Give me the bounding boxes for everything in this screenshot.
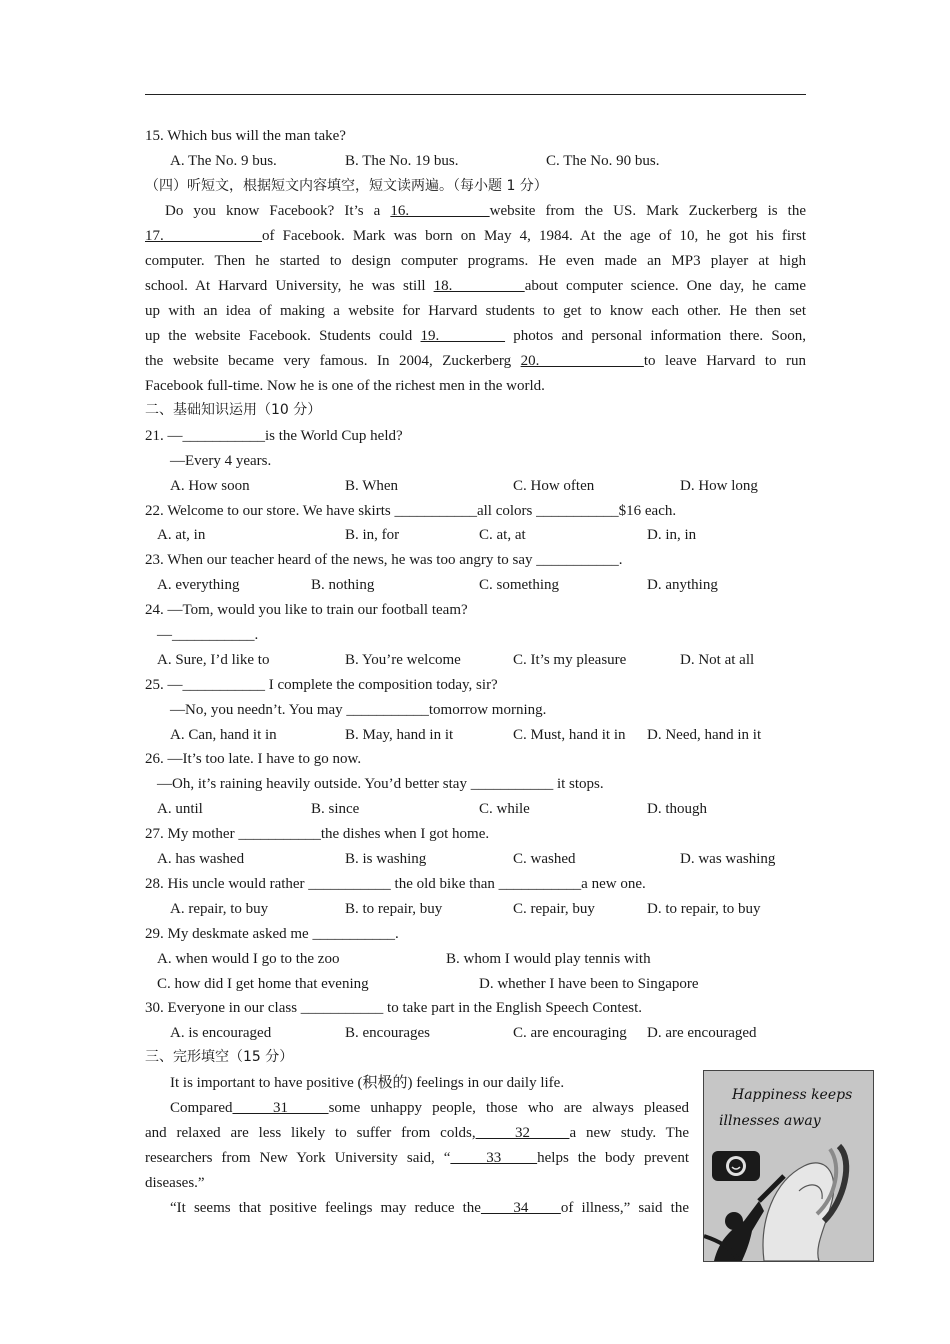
- q25-option-b: B. May, hand in it: [345, 727, 454, 743]
- blank-33: 33: [450, 1150, 538, 1166]
- passage1-line: the website became very famous. In 2004, Zuckerberg 20. to leave Harvard to run: [145, 353, 807, 369]
- q23-option-a: A. everything: [157, 577, 240, 593]
- blank-18: 18.: [433, 278, 525, 294]
- blank-16: 16.: [390, 203, 490, 219]
- q26-option-c: C. while: [479, 801, 530, 817]
- q28-stem: 28. His uncle would rather ___________ the old bike than ___________a new one.: [145, 876, 646, 892]
- q21-option-a: A. How soon: [170, 478, 250, 494]
- passage2-line: diseases.”: [145, 1175, 205, 1191]
- q24-option-c: C. It’s my pleasure: [513, 652, 627, 668]
- q24-option-d: D. Not at all: [680, 652, 755, 668]
- figure-caption-line1: Happiness keeps: [732, 1087, 853, 1103]
- q30-option-d: D. are encouraged: [647, 1025, 757, 1041]
- q27-option-a: A. has washed: [157, 851, 245, 867]
- q29-stem: 29. My deskmate asked me ___________.: [145, 926, 399, 942]
- q30-option-c: C. are encouraging: [513, 1025, 627, 1041]
- q22-option-b: B. in, for: [345, 527, 400, 543]
- section3-title: 三、完形填空（15 分）: [145, 1049, 294, 1065]
- passage1-line: up the website Facebook. Students could 19. photos and personal information there. Soon,: [145, 328, 806, 344]
- q23-option-c: C. something: [479, 577, 560, 593]
- q22-option-d: D. in, in: [647, 527, 697, 543]
- q26-option-d: D. though: [647, 801, 707, 817]
- q25-option-c: C. Must, hand it in: [513, 727, 626, 743]
- blank-20: 20.: [520, 353, 644, 369]
- q23-option-b: B. nothing: [311, 577, 375, 593]
- q26-reply: —Oh, it’s raining heavily outside. You’d better stay ___________ it stops.: [157, 776, 604, 792]
- q15-option-b: B. The No. 19 bus.: [345, 153, 459, 169]
- blank-34: 34: [480, 1200, 561, 1216]
- q25-option-a: A. Can, hand it in: [170, 727, 277, 743]
- passage2-line: and relaxed are less likely to suffer from colds, 32 a new study. The: [145, 1125, 690, 1141]
- q15-option-a: A. The No. 9 bus.: [170, 153, 277, 169]
- passage1-line: school. At Harvard University, he was still 18. about computer science. One day, he came: [145, 278, 806, 294]
- q28-option-d: D. to repair, to buy: [647, 901, 761, 917]
- blank-19: 19.: [420, 328, 506, 344]
- q27-option-d: D. was washing: [680, 851, 776, 867]
- passage2-line: Compared 31 some unhappy people, those who are always pleased: [170, 1100, 689, 1116]
- passage1-line: 17. of Facebook. Mark was born on May 4, 1984. At the age of 10, he got his first: [145, 228, 807, 244]
- q29-option-b: B. whom I would play tennis with: [446, 951, 651, 967]
- header-rule: [145, 94, 806, 95]
- q25-reply: —No, you needn’t. You may ___________tomorrow morning.: [170, 702, 547, 718]
- q21-option-b: B. When: [345, 478, 399, 494]
- q29-option-a: A. when would I go to the zoo: [157, 951, 340, 967]
- q22-option-c: C. at, at: [479, 527, 526, 543]
- q24-option-a: A. Sure, I’d like to: [157, 652, 270, 668]
- section2-title: 二、基础知识运用（10 分）: [145, 402, 322, 418]
- q28-option-a: A. repair, to buy: [170, 901, 269, 917]
- passage2-line: It is important to have positive (积极的) feelings in our daily life.: [170, 1075, 565, 1091]
- passage2-line: “It seems that positive feelings may reduce the 34 of illness,” said the: [170, 1200, 689, 1216]
- q15-option-c: C. The No. 90 bus.: [546, 153, 660, 169]
- q26-option-b: B. since: [311, 801, 360, 817]
- q27-option-b: B. is washing: [345, 851, 427, 867]
- q24-option-b: B. You’re welcome: [345, 652, 461, 668]
- blank-32: 32: [475, 1125, 570, 1141]
- figure-caption-line2: illnesses away: [719, 1113, 821, 1129]
- blank-17: 17.: [145, 228, 262, 244]
- q21-stem: 21. —___________is the World Cup held?: [145, 428, 403, 444]
- q25-option-d: D. Need, hand in it: [647, 727, 762, 743]
- q28-option-b: B. to repair, buy: [345, 901, 443, 917]
- q26-option-a: A. until: [157, 801, 203, 817]
- passage1-line: computer. Then he started to design computer programs. He even made an MP3 player at high: [145, 253, 806, 269]
- q23-stem: 23. When our teacher heard of the news, he was too angry to say ___________.: [145, 552, 623, 568]
- q30-stem: 30. Everyone in our class ___________ to take part in the English Speech Contest.: [145, 1000, 642, 1016]
- blank-31: 31: [232, 1100, 329, 1116]
- q22-option-a: A. at, in: [157, 527, 206, 543]
- q25-stem: 25. —___________ I complete the composition today, sir?: [145, 677, 498, 693]
- q30-option-b: B. encourages: [345, 1025, 430, 1041]
- q24-stem: 24. —Tom, would you like to train our football team?: [145, 602, 468, 618]
- q27-stem: 27. My mother ___________the dishes when I got home.: [145, 826, 490, 842]
- q30-option-a: A. is encouraged: [170, 1025, 272, 1041]
- passage1-line: Do you know Facebook? It’s a 16. website from the US. Mark Zuckerberg is the: [165, 203, 807, 219]
- q26-stem: 26. —It’s too late. I have to go now.: [145, 751, 362, 767]
- q22-stem: 22. Welcome to our store. We have skirts ___________all colors ___________$16 each.: [145, 503, 677, 519]
- q21-reply: —Every 4 years.: [170, 453, 272, 469]
- happiness-illustration: [703, 1070, 874, 1262]
- q21-option-d: D. How long: [680, 478, 758, 494]
- passage1-line: Facebook full-time. Now he is one of the richest men in the world.: [145, 378, 545, 394]
- q21-option-c: C. How often: [513, 478, 595, 494]
- part4-title: （四）听短文，根据短文内容填空，短文读两遍。（每小题 1 分）: [145, 178, 548, 194]
- passage1-line: up with an idea of making a website for Harvard students to get to know each other. He then set: [145, 303, 806, 319]
- q15-stem: 15. Which bus will the man take?: [145, 128, 346, 144]
- q29-option-c: C. how did I get home that evening: [157, 976, 369, 992]
- q28-option-c: C. repair, buy: [513, 901, 595, 917]
- q29-option-d: D. whether I have been to Singapore: [479, 976, 699, 992]
- q23-option-d: D. anything: [647, 577, 718, 593]
- q27-option-c: C. washed: [513, 851, 576, 867]
- passage2-line: researchers from New York University said, “ 33 helps the body prevent: [145, 1150, 689, 1166]
- q24-reply: —___________.: [157, 627, 259, 643]
